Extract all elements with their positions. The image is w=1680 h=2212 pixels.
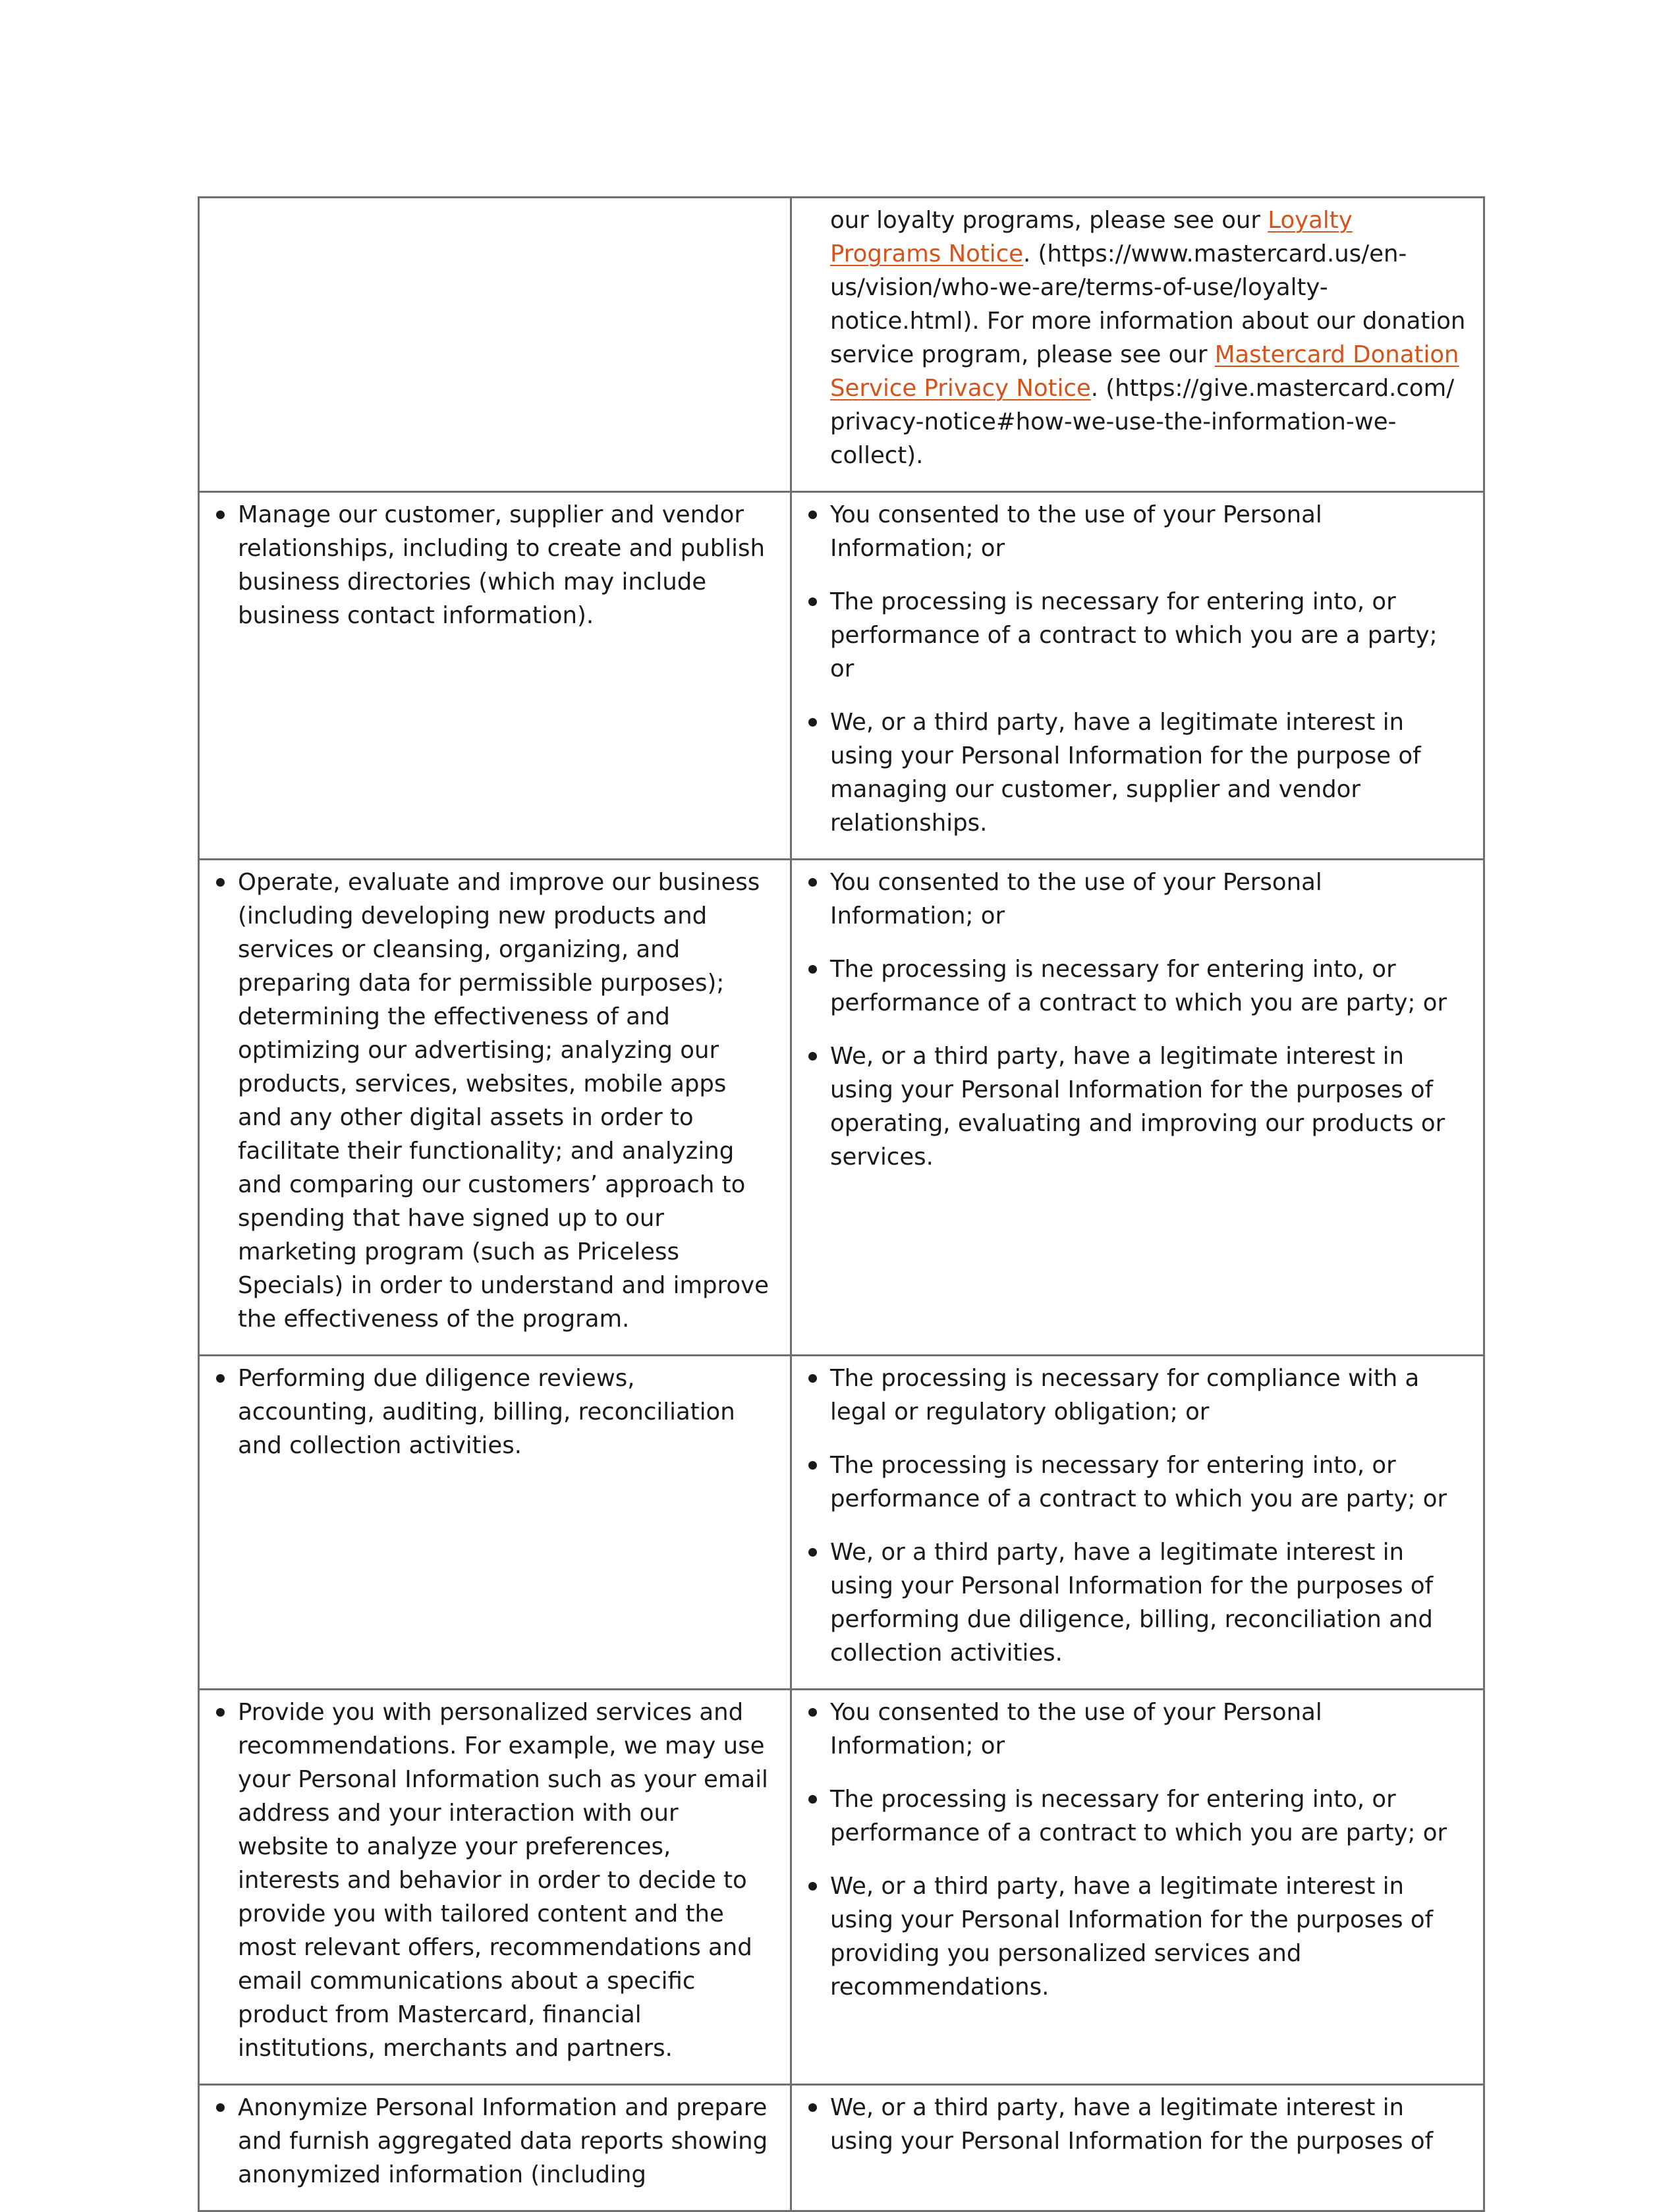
purpose-cell bbox=[199, 198, 791, 492]
legal-basis-cell bbox=[791, 2085, 1484, 2211]
legal-basis-list bbox=[806, 866, 1469, 1174]
legal-basis-item: We, or a third party, have a legitimate interest in using your Personal Information for the purpose of managing our customer, supplier and vendor relationships. bbox=[806, 705, 1469, 840]
purpose-item: Performing due diligence reviews, accounting, auditing, billing, reconciliation and collection activities. bbox=[214, 1362, 775, 1462]
purpose-list bbox=[214, 2091, 775, 2192]
purpose-cell bbox=[199, 1356, 791, 1690]
legal-basis-item: The processing is necessary for entering into, or performance of a contract to which you are party; or bbox=[806, 953, 1469, 1020]
purpose-list bbox=[214, 866, 775, 1336]
table-row bbox=[199, 492, 1484, 860]
legal-basis-item: The processing is necessary for entering into, or performance of a contract to which you are party; or bbox=[806, 1449, 1469, 1516]
table-row bbox=[199, 1356, 1484, 1690]
legal-basis-item: We, or a third party, have a legitimate interest in using your Personal Information for the purposes of providing you personalized services and recommendations. bbox=[806, 1869, 1469, 2004]
table-row bbox=[199, 198, 1484, 492]
legal-basis-item: The processing is necessary for entering into, or performance of a contract to which you are a party; or bbox=[806, 585, 1469, 686]
continuation-text-part: our loyalty programs, please see our bbox=[830, 207, 1268, 234]
legal-basis-item: You consented to the use of your Personal Information; or bbox=[806, 866, 1469, 933]
legal-basis-item: The processing is necessary for compliance with a legal or regulatory obligation; or bbox=[806, 1362, 1469, 1429]
table-row bbox=[199, 1690, 1484, 2085]
legal-basis-item: You consented to the use of your Personal Information; or bbox=[806, 1696, 1469, 1763]
purpose-cell bbox=[199, 860, 791, 1356]
purpose-list bbox=[214, 498, 775, 632]
purposes-legal-basis-table bbox=[198, 196, 1485, 2212]
purpose-item: Anonymize Personal Information and prepare and furnish aggregated data reports showing anonymized information (including bbox=[214, 2091, 775, 2192]
legal-basis-item: We, or a third party, have a legitimate interest in using your Personal Information for the purposes of operating, evaluating and improving our products or services. bbox=[806, 1039, 1469, 1174]
legal-basis-cell bbox=[791, 492, 1484, 860]
table-row bbox=[199, 2085, 1484, 2211]
legal-basis-list bbox=[806, 1362, 1469, 1670]
legal-basis-list bbox=[806, 1696, 1469, 2004]
continuation-text-part: . (https://www.mastercard.us/en-us/vision/who-we-are/terms-of-use/loyalty-notice.html). For more information about our donation service program, please see our bbox=[830, 240, 1466, 368]
loyalty-programs-notice-link[interactable]: Loyalty Programs Notice bbox=[830, 207, 1353, 267]
legal-basis-cell bbox=[791, 860, 1484, 1356]
purpose-cell bbox=[199, 2085, 791, 2211]
purpose-list bbox=[214, 1696, 775, 2065]
continuation-text-part: . (https://give.mastercard.com/ privacy-notice#how-we-use-the-information-we-collect). bbox=[830, 375, 1455, 469]
purpose-cell bbox=[199, 1690, 791, 2085]
legal-basis-cell bbox=[791, 1690, 1484, 2085]
legal-basis-list bbox=[806, 2091, 1469, 2158]
legal-basis-item: We, or a third party, have a legitimate interest in using your Personal Information for the purposes of bbox=[806, 2091, 1469, 2158]
legal-basis-cell bbox=[791, 198, 1484, 492]
legal-basis-item: You consented to the use of your Personal Information; or bbox=[806, 498, 1469, 565]
purpose-list bbox=[214, 1362, 775, 1462]
purpose-cell bbox=[199, 492, 791, 860]
purpose-item: Provide you with personalized services and recommendations. For example, we may use your Personal Information such as your email address and your interaction with our website to analyze your preferences, interests and behavior in order to decide to provide you with tailored content and the most relevant offers, recommendations and email communications about a specific product from Mastercard, financial institutions, merchants and partners. bbox=[214, 1696, 775, 2065]
legal-basis-list bbox=[806, 498, 1469, 840]
continuation-text bbox=[806, 204, 1469, 472]
legal-basis-cell bbox=[791, 1356, 1484, 1690]
legal-basis-item: We, or a third party, have a legitimate interest in using your Personal Information for the purposes of performing due diligence, billing, reconciliation and collection activities. bbox=[806, 1535, 1469, 1670]
table-row bbox=[199, 860, 1484, 1356]
legal-basis-item: The processing is necessary for entering into, or performance of a contract to which you are party; or bbox=[806, 1783, 1469, 1850]
purpose-item: Operate, evaluate and improve our business (including developing new products and services or cleansing, organizing, and preparing data for permissible purposes); determining the effectiveness of and optimizing our advertising; analyzing our products, services, websites, mobile apps and any other digital assets in order to facilitate their functionality; and analyzing and comparing our customers’ approach to spending that have signed up to our marketing program (such as Priceless Specials) in order to understand and improve the effectiveness of the program. bbox=[214, 866, 775, 1336]
donation-service-privacy-notice-link[interactable]: Mastercard Donation Service Privacy Notice bbox=[830, 341, 1459, 402]
purpose-item: Manage our customer, supplier and vendor relationships, including to create and publish business directories (which may include business contact information). bbox=[214, 498, 775, 632]
